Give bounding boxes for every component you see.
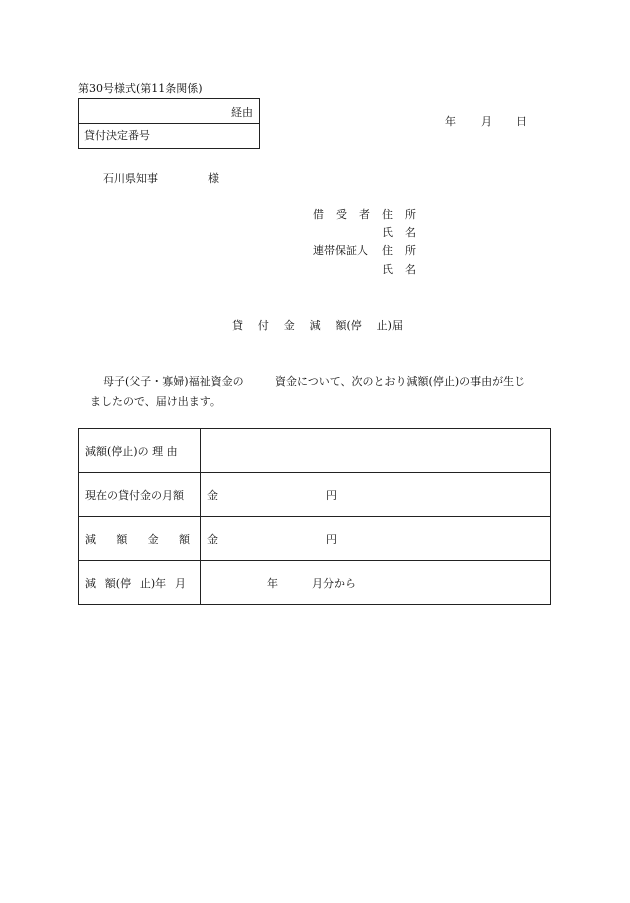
guarantor-name-label (382, 264, 416, 275)
address-label-char: 住 (382, 208, 393, 221)
reduction-amount-label (79, 517, 201, 561)
address-label-char: 住 (382, 244, 393, 257)
title-part: 減 (309, 319, 321, 332)
label-char: 月 (174, 576, 186, 590)
table-row (79, 517, 551, 561)
borrower-label-char: 者 (359, 208, 370, 221)
reduction-amount-value (201, 517, 551, 561)
name-label-char: 名 (405, 263, 416, 276)
address-label-char: 所 (405, 244, 416, 257)
yen-prefix: 金 (207, 532, 218, 546)
address-label-char: 所 (405, 208, 416, 221)
title-part: 貸 (232, 319, 243, 332)
year-suffix: 年 (267, 576, 278, 590)
keiyu-label: 経由 (231, 106, 253, 119)
reason-label: 減額(停止)の 理 由 (79, 429, 201, 473)
loan-decision-number-label: 貸付決定番号 (84, 129, 150, 142)
yen-suffix: 円 (326, 532, 337, 546)
borrower-name-label (382, 227, 416, 238)
reduction-month-label (79, 561, 201, 605)
title-part: 額(停 (335, 319, 362, 332)
date-day: 日 (516, 115, 527, 128)
label-char: 額 (178, 532, 190, 546)
label-char: 額 (116, 532, 128, 546)
notification-table (78, 428, 551, 605)
name-label-char: 名 (405, 226, 416, 239)
label-char: 金 (147, 532, 159, 546)
reason-value (201, 429, 551, 473)
form-number: 第30号様式(第11条関係) (78, 82, 203, 95)
label-char: 止)年 (139, 576, 167, 590)
title-part: 付 (257, 319, 269, 332)
current-monthly-amount-label: 現在の貸付金の月額 (79, 473, 201, 517)
label-char: 減 (85, 532, 96, 546)
guarantor-label: 連帯保証人 (313, 244, 368, 257)
borrower-label-char: 借 (313, 208, 324, 221)
name-label-char: 氏 (382, 263, 393, 276)
current-monthly-amount-value (201, 473, 551, 517)
label-char: 額(停 (104, 576, 132, 590)
addressee-governor: 石川県知事 (103, 172, 158, 185)
date-year: 年 (445, 115, 456, 128)
routing-divider (79, 123, 259, 124)
body-line2: ましたので、届け出ます。 (90, 395, 221, 408)
borrower-label (313, 209, 370, 220)
borrower-address-label (382, 209, 416, 220)
reduction-month-value (201, 561, 551, 605)
body-line1-part-b: 資金について、次のとおり減額(停止)の事由が生じ (275, 375, 526, 388)
name-label-char: 氏 (382, 226, 393, 239)
yen-prefix: 金 (207, 488, 218, 502)
body-line1-part-a: 母子(父子・寡婦)福祉資金の (103, 375, 244, 388)
guarantor-address-label (382, 245, 416, 256)
title-part: 止)届 (376, 319, 403, 332)
yen-suffix: 円 (326, 488, 337, 502)
title-part: 金 (283, 319, 295, 332)
addressee-honorific: 様 (208, 172, 219, 185)
table-row (79, 561, 551, 605)
borrower-label-char: 受 (336, 208, 347, 221)
label-char: 減 (85, 576, 96, 590)
table-row (79, 473, 551, 517)
table-row (79, 429, 551, 473)
routing-box (78, 98, 260, 149)
month-from-suffix: 月分から (312, 576, 356, 590)
document-title (232, 320, 403, 331)
date-month: 月 (481, 115, 492, 128)
